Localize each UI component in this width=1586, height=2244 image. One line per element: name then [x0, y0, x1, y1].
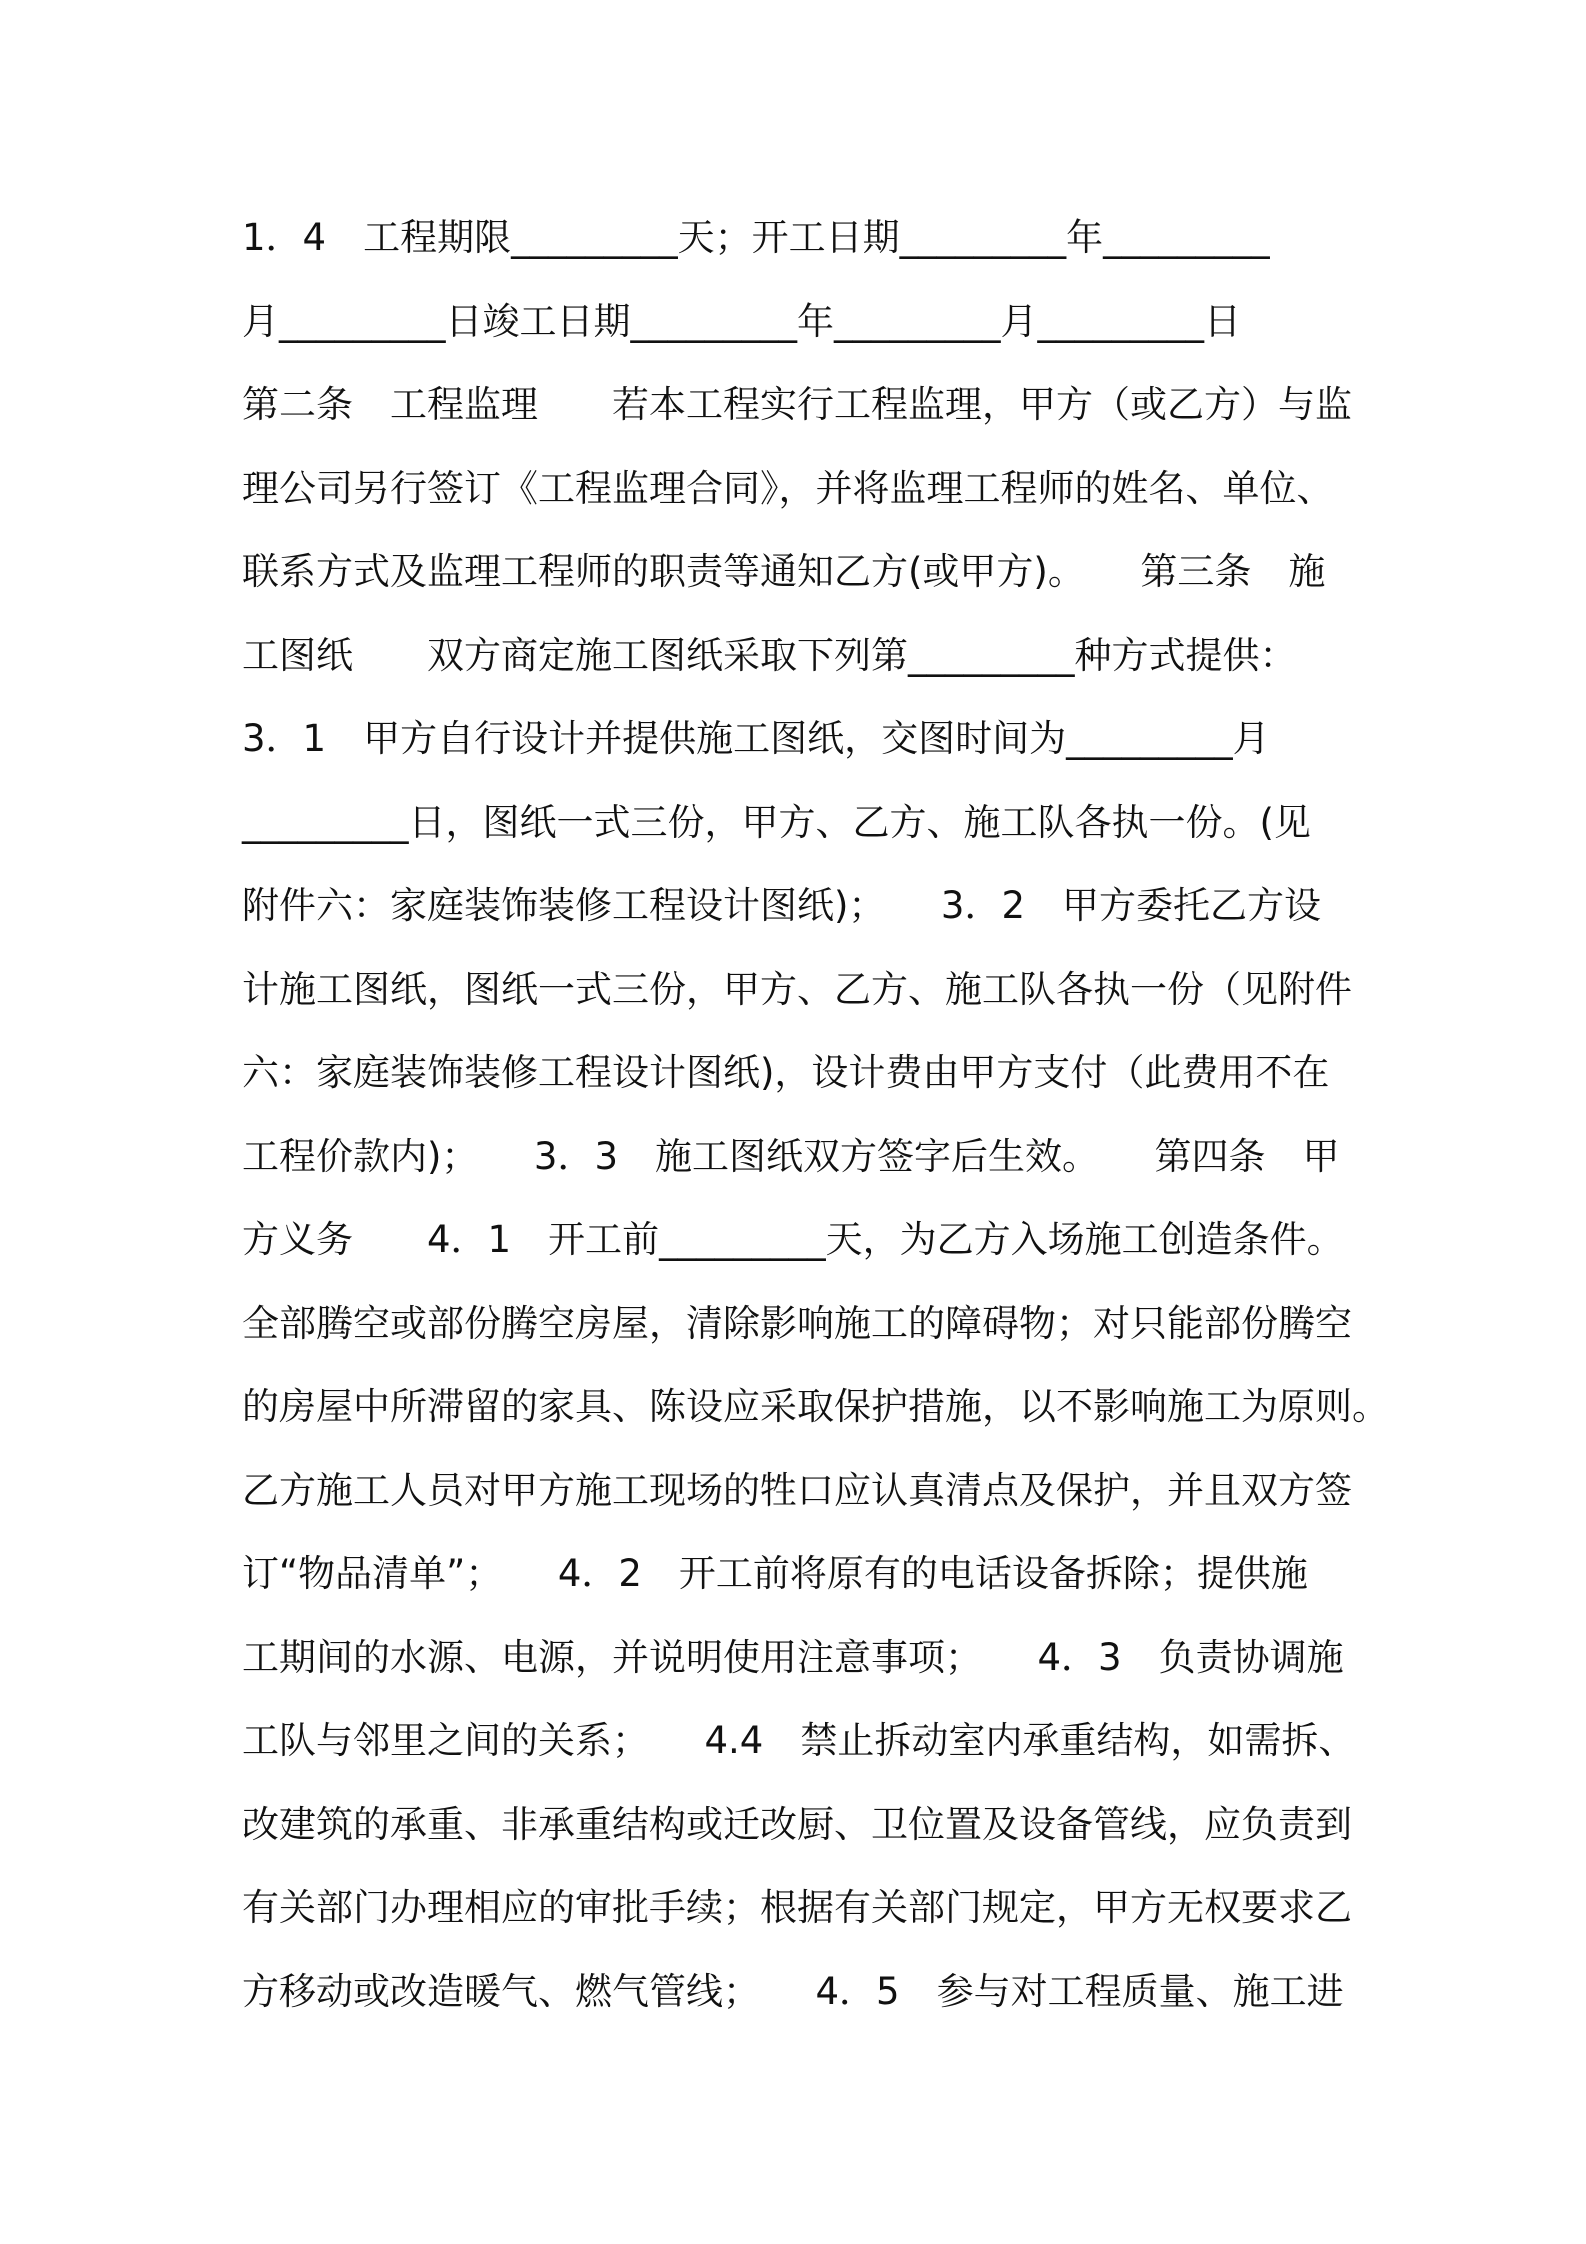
- text-line: 全部腾空或部份腾空房屋，清除影响施工的障碍物；对只能部份腾空: [242, 1301, 1352, 1345]
- text-line: 订“物品清单”； 4．2 开工前将原有的电话设备拆除；提供施: [242, 1552, 1308, 1595]
- text-line: 联系方式及监理工程师的职责等通知乙方(或甲方)。 第三条 施: [242, 550, 1326, 593]
- text-line: 工图纸 双方商定施工图纸采取下列第_________种方式提供：: [242, 633, 1297, 677]
- text-line: 理公司另行签订《工程监理合同》，并将监理工程师的姓名、单位、: [242, 466, 1334, 510]
- text-line: 方义务 4．1 开工前_________天，为乙方入场施工创造条件。: [242, 1218, 1344, 1261]
- text-line: 方移动或改造暖气、燃气管线； 4．5 参与对工程质量、施工进: [242, 1969, 1344, 2013]
- text-line: 1．4 工程期限_________天；开工日期_________年_________: [242, 216, 1270, 259]
- text-line: 工期间的水源、电源，并说明使用注意事项； 4．3 负责协调施: [242, 1635, 1344, 1679]
- text-line: 工程价款内)； 3．3 施工图纸双方签字后生效。 第四条 甲: [242, 1134, 1340, 1178]
- text-line: 有关部门办理相应的审批手续；根据有关部门规定，甲方无权要求乙: [242, 1886, 1352, 1929]
- text-line: 第二条 工程监理 若本工程实行工程监理，甲方（或乙方）与监: [242, 383, 1352, 426]
- text-line: 3．1 甲方自行设计并提供施工图纸，交图时间为_________月: [242, 717, 1270, 760]
- text-line: 乙方施工人员对甲方施工现场的牲口应认真清点及保护，并且双方签: [242, 1468, 1352, 1512]
- text-line: 六：家庭装饰装修工程设计图纸)，设计费由甲方支付（此费用不在: [242, 1051, 1330, 1094]
- text-line: 的房屋中所滞留的家具、陈设应采取保护措施，以不影响施工为原则。: [242, 1385, 1389, 1428]
- contract-text: [242, 196, 1389, 2033]
- text-line: 计施工图纸，图纸一式三份，甲方、乙方、施工队各执一份（见附件: [242, 967, 1352, 1011]
- text-line: 工队与邻里之间的关系； 4.4 禁止拆动室内承重结构，如需拆、: [242, 1719, 1356, 1762]
- text-line: 月_________日竣工日期_________年_________月_________日: [242, 299, 1241, 343]
- text-line: 附件六：家庭装饰装修工程设计图纸)； 3．2 甲方委托乙方设: [242, 884, 1322, 927]
- text-line: _________日，图纸一式三份，甲方、乙方、施工队各执一份。(见: [242, 800, 1311, 844]
- text-line: 改建筑的承重、非承重结构或迁改厨、卫位置及设备管线，应负责到: [242, 1802, 1352, 1846]
